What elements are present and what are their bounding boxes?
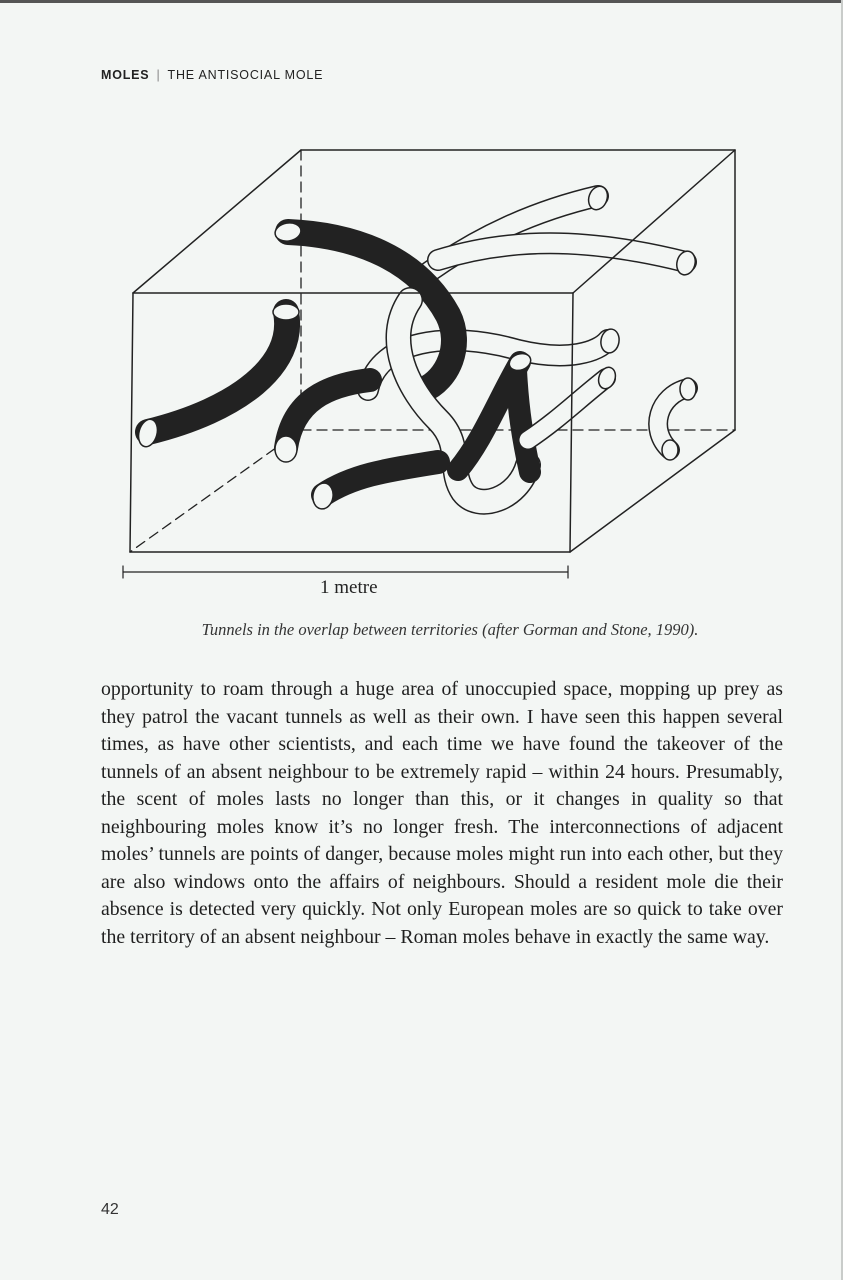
figure-caption: Tunnels in the overlap between territories (after Gorman and Stone, 1990).: [201, 620, 699, 639]
running-head-chapter: THE ANTISOCIAL MOLE: [167, 68, 324, 82]
scale-label: 1 metre: [320, 577, 378, 598]
tunnel-illustration: [118, 140, 743, 600]
running-head-separator: |: [156, 68, 161, 82]
running-head-section: MOLES: [101, 68, 150, 82]
body-text: [101, 676, 783, 951]
body-paragraph: opportunity to roam through a huge area of unoccupied space, mopping up prey as they patrol the vacant tunnels as well as their own. I have seen this happen several times, as have other scientists, and each time we have found the takeover of the tunnels of an absent neighbour to be extremely rapid – within 24 hours. Presumably, the scent of moles lasts no longer than this, or it changes in quality so that neighbouring moles know it’s no longer fresh. The interconnections of adjacent moles’ tunnels are points of danger, because moles might run into each other, but they are also windows onto the affairs of neighbours. Should a resident mole die their absence is detected very quickly. Not only European moles are so quick to take over the territory of an absent neighbour – Roman moles behave in exactly the same way.: [101, 678, 783, 948]
page-edge: [0, 0, 843, 3]
page-number: 42: [101, 1201, 119, 1218]
running-head: [101, 68, 323, 82]
